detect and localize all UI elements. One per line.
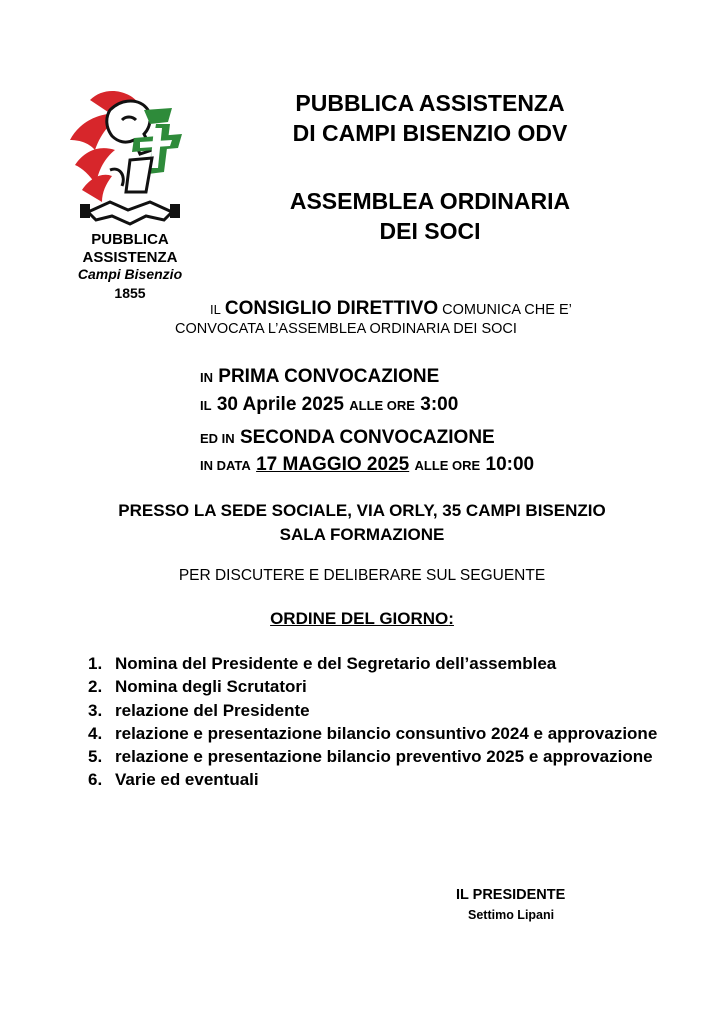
first-call-date: 30 Aprile 2025	[216, 394, 344, 415]
first-call-datetime	[200, 394, 458, 416]
logo-text-line1: PUBBLICA	[91, 231, 169, 248]
agenda-item	[88, 745, 688, 768]
discuss-statement: PER DISCUTERE E DELIBERARE SUL SEGUENTE	[178, 567, 546, 584]
second-call-date-prefix: IN DATA	[200, 458, 251, 473]
venue-room: SALA FORMAZIONE	[279, 525, 445, 544]
signature-name: Settimo Lipani	[468, 908, 555, 922]
agenda-item-number: 1.	[88, 654, 103, 673]
agenda-item-number: 5.	[88, 747, 103, 767]
first-call-prefix: IN	[200, 370, 213, 385]
agenda-item	[88, 722, 688, 745]
second-call-date: 17 MAGGIO 2025	[256, 454, 410, 475]
venue-address: PRESSO LA SEDE SOCIALE, VIA ORLY, 35 CAMPI BISENZIO	[118, 501, 606, 520]
agenda-item	[88, 675, 688, 698]
agenda-list	[88, 652, 688, 792]
first-call-label	[200, 366, 439, 388]
logo-text-year: 1855	[114, 285, 146, 301]
intro-prefix: IL	[210, 302, 221, 317]
second-call-title: SECONDA CONVOCAZIONE	[239, 427, 495, 448]
agenda-item-number: 4.	[88, 723, 103, 743]
intro-suffix: COMUNICA CHE E’	[442, 302, 572, 318]
agenda-item-text: relazione del Presidente	[115, 700, 310, 720]
organization-name-line1: PUBBLICA ASSISTENZA	[295, 90, 565, 116]
organization-logo	[60, 80, 200, 310]
logo-text-line2: ASSISTENZA	[82, 249, 178, 266]
first-call-title: PRIMA CONVOCAZIONE	[218, 366, 440, 387]
agenda-item-text: Varie ed eventuali	[115, 770, 259, 790]
intro-line2: CONVOCATA L’ASSEMBLEA ORDINARIA DEI SOCI	[175, 321, 517, 337]
intro-council: CONSIGLIO DIRETTIVO	[224, 298, 439, 319]
logo-emblem-icon	[60, 80, 200, 230]
first-call-time: 3:00	[420, 394, 459, 415]
organization-name-line2: DI CAMPI BISENZIO ODV	[292, 120, 568, 146]
logo-text-line3: Campi Bisenzio	[77, 266, 183, 282]
agenda-item-text: relazione e presentazione bilancio preventivo 2025 e approvazione	[115, 747, 653, 767]
agenda-item-number: 3.	[88, 700, 103, 720]
agenda-item	[88, 768, 688, 791]
agenda-item	[88, 652, 688, 675]
second-call-label	[200, 427, 495, 449]
agenda-heading-text: ORDINE DEL GIORNO	[270, 609, 449, 628]
second-call-time-prefix: ALLE ORE	[414, 458, 481, 473]
agenda-item-text: relazione e presentazione bilancio consuntivo 2024 e approvazione	[115, 723, 658, 743]
second-call-prefix: ED IN	[200, 431, 235, 446]
second-call-datetime	[200, 454, 534, 476]
agenda-item-text: Nomina del Presidente e del Segretario dell’assemblea	[115, 654, 557, 673]
agenda-item-number: 6.	[88, 770, 103, 790]
intro-line1	[210, 298, 572, 320]
agenda-item-text: Nomina degli Scrutatori	[115, 677, 307, 697]
first-call-date-prefix: IL	[200, 398, 212, 413]
document-title-line1: ASSEMBLEA ORDINARIA	[289, 188, 571, 214]
second-call-time: 10:00	[485, 454, 535, 475]
agenda-item-number: 2.	[88, 677, 103, 697]
agenda-heading	[40, 609, 684, 629]
first-call-time-prefix: ALLE ORE	[349, 398, 415, 413]
agenda-heading-colon: :	[448, 609, 454, 628]
signature-role: IL PRESIDENTE	[456, 887, 566, 903]
agenda-item	[88, 699, 688, 722]
document-title-line2: DEI SOCI	[379, 218, 481, 244]
